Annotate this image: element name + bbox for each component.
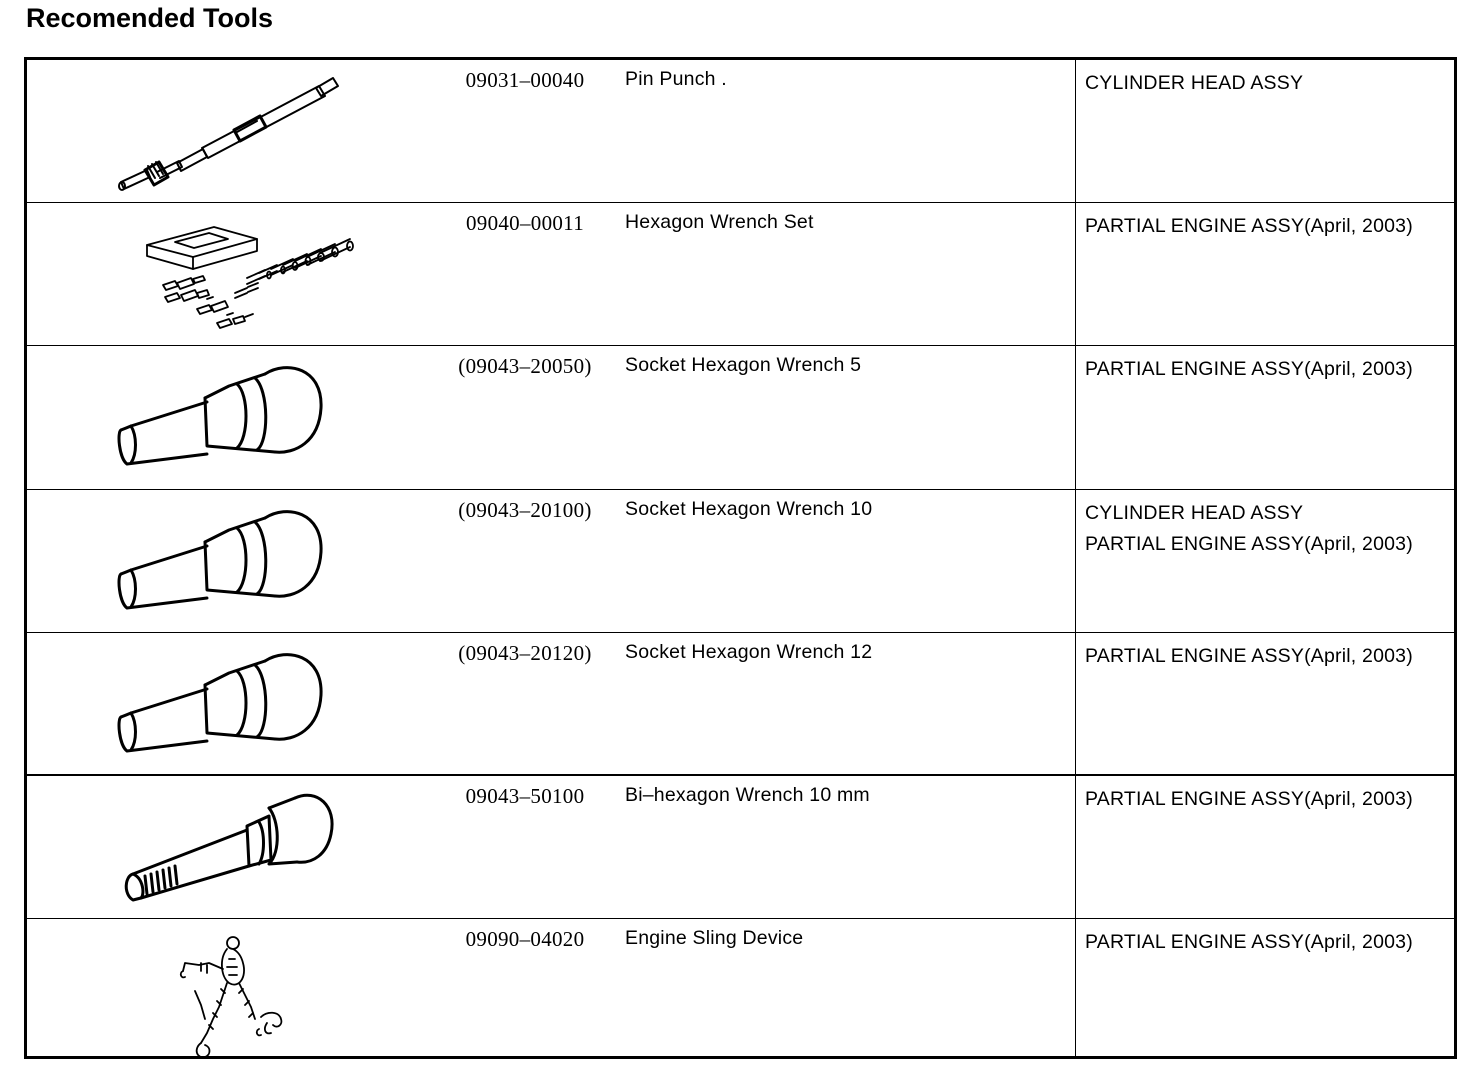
tool-name: Socket Hexagon Wrench 10 <box>625 498 873 520</box>
part-number: 09090–04020 <box>465 927 585 951</box>
usage-item: CYLINDER HEAD ASSY <box>1085 72 1304 94</box>
table-row <box>27 346 1454 489</box>
usage-list <box>1085 68 1303 99</box>
socket-hexagon-wrench-icon <box>97 633 397 773</box>
usage-item: CYLINDER HEAD ASSY <box>1085 502 1304 524</box>
tool-name: Pin Punch . <box>625 68 727 90</box>
part-number: (09043–20050) <box>458 354 592 378</box>
tool-name: Bi–hexagon Wrench 10 mm <box>625 784 870 806</box>
usage-item: PARTIAL ENGINE ASSY(April, 2003) <box>1085 788 1413 810</box>
pin-punch-icon <box>97 60 397 200</box>
part-number: (09043–20120) <box>458 641 592 665</box>
socket-hexagon-wrench-icon <box>97 490 397 630</box>
usage-list <box>1085 927 1413 958</box>
tools-table <box>24 57 1457 1059</box>
table-row <box>27 60 1454 202</box>
part-number: 09031–00040 <box>465 68 585 92</box>
usage-list <box>1085 354 1413 385</box>
usage-item: PARTIAL ENGINE ASSY(April, 2003) <box>1085 533 1413 555</box>
tool-name: Socket Hexagon Wrench 5 <box>625 354 862 376</box>
usage-list <box>1085 211 1413 242</box>
hexagon-wrench-set-icon <box>97 203 397 343</box>
tool-name: Hexagon Wrench Set <box>625 211 814 233</box>
usage-list <box>1085 784 1413 815</box>
usage-list <box>1085 498 1413 560</box>
tool-name: Socket Hexagon Wrench 12 <box>625 641 873 663</box>
table-row <box>27 776 1454 918</box>
usage-item: PARTIAL ENGINE ASSY(April, 2003) <box>1085 931 1413 953</box>
bi-hexagon-wrench-icon <box>97 776 397 916</box>
engine-sling-device-icon <box>97 919 397 1059</box>
usage-item: PARTIAL ENGINE ASSY(April, 2003) <box>1085 215 1413 237</box>
usage-item: PARTIAL ENGINE ASSY(April, 2003) <box>1085 645 1413 667</box>
usage-list <box>1085 641 1413 672</box>
usage-item: PARTIAL ENGINE ASSY(April, 2003) <box>1085 358 1413 380</box>
table-row <box>27 919 1454 1059</box>
socket-hexagon-wrench-icon <box>97 346 397 486</box>
table-row <box>27 633 1454 775</box>
table-row <box>27 203 1454 345</box>
tool-name: Engine Sling Device <box>625 927 804 949</box>
part-number: 09040–00011 <box>465 211 585 235</box>
part-number: 09043–50100 <box>465 784 585 808</box>
table-row <box>27 490 1454 632</box>
page-title: Recomended Tools <box>26 3 274 33</box>
part-number: (09043–20100) <box>458 498 592 522</box>
